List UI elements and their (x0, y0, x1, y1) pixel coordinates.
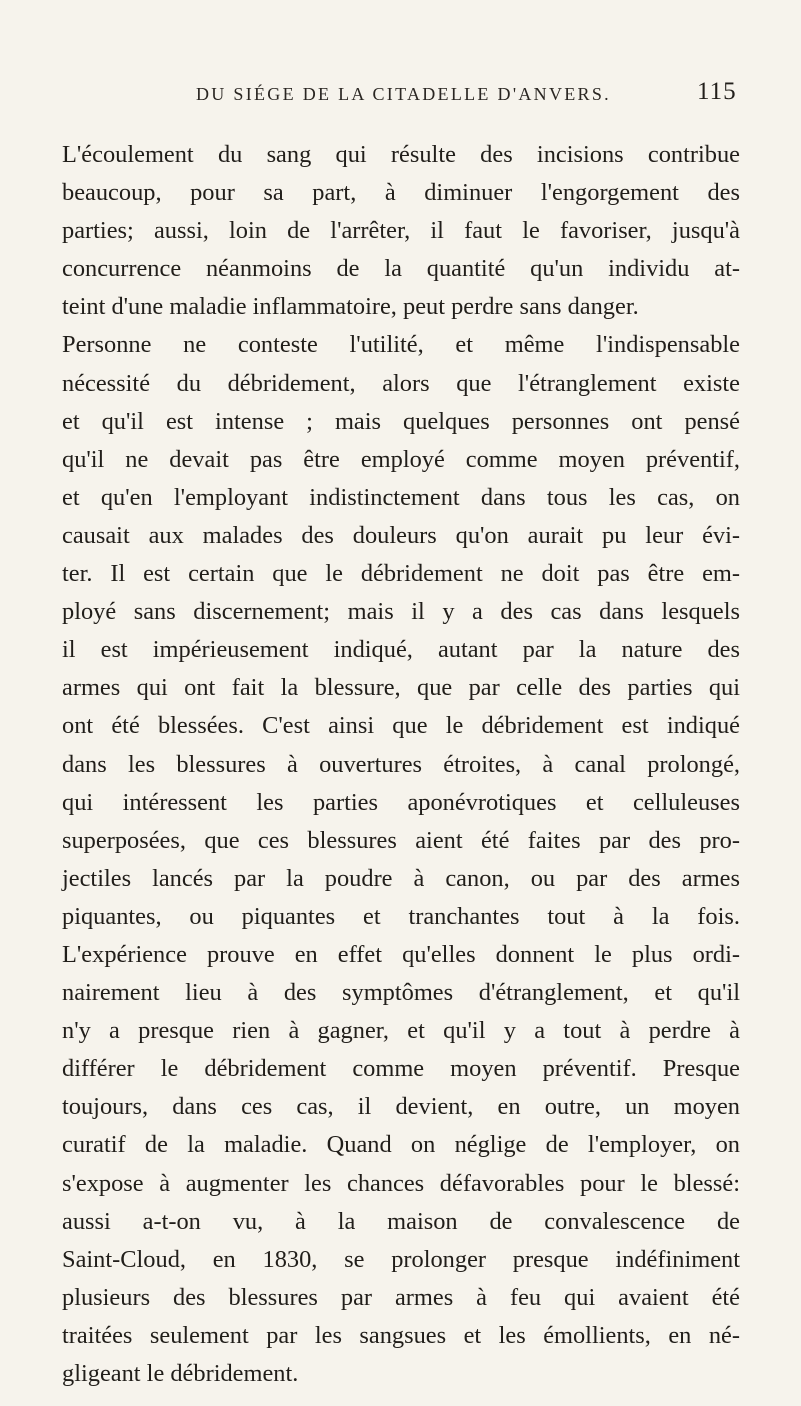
text-line: armes qui ont fait la blessure, que par celle des parties qui (62, 674, 740, 702)
text-line: qui intéressent les parties aponévrotiques et celluleuses (62, 788, 740, 816)
body-text (62, 136, 740, 1393)
text-line: différer le débridement comme moyen préventif. Presque (62, 1055, 740, 1083)
text-line: concurrence néanmoins de la quantité qu'un individu at- (62, 255, 740, 283)
text-line: plusieurs des blessures par armes à feu qui avaient été (62, 1283, 740, 1311)
text-line: L'expérience prouve en effet qu'elles donnent le plus ordi- (62, 940, 740, 968)
text-line: piquantes, ou piquantes et tranchantes tout à la fois. (62, 902, 740, 930)
text-line: parties; aussi, loin de l'arrêter, il faut le favoriser, jusqu'à (62, 217, 740, 245)
page-number: 115 (697, 78, 737, 105)
text-line: ter. Il est certain que le débridement ne doit pas être em- (62, 560, 740, 588)
text-line: teint d'une maladie inflammatoire, peut perdre sans danger. (62, 293, 639, 321)
text-line: Personne ne conteste l'utilité, et même l'indispensable (62, 331, 740, 359)
text-line: s'expose à augmenter les chances défavorables pour le blessé: (62, 1169, 740, 1197)
text-line: n'y a presque rien à gagner, et qu'il y a tout à perdre à (62, 1017, 740, 1045)
text-line: qu'il ne devait pas être employé comme moyen préventif, (62, 445, 740, 473)
text-line: L'écoulement du sang qui résulte des incisions contribue (62, 141, 740, 168)
text-line: causait aux malades des douleurs qu'on aurait pu leur évi- (62, 521, 740, 549)
text-line: aussi a-t-on vu, à la maison de convalescence de (62, 1207, 740, 1235)
text-line: Saint-Cloud, en 1830, se prolonger presque indéfiniment (62, 1245, 740, 1273)
text-line: traitées seulement par les sangsues et les émollients, en né- (62, 1321, 740, 1349)
text-line: ployé sans discernement; mais il y a des cas dans lesquels (62, 598, 740, 626)
text-line: dans les blessures à ouvertures étroites, à canal prolongé, (62, 750, 740, 778)
text-line: toujours, dans ces cas, il devient, en outre, un moyen (62, 1093, 740, 1121)
text-line: il est impérieusement indiqué, autant par la nature des (62, 636, 740, 664)
text-line: jectiles lancés par la poudre à canon, ou par des armes (62, 864, 740, 892)
text-line: gligeant le débridement. (62, 1360, 299, 1387)
text-line: nécessité du débridement, alors que l'étranglement existe (62, 369, 740, 397)
text-line: et qu'en l'employant indistinctement dans tous les cas, on (62, 483, 740, 511)
text-line: beaucoup, pour sa part, à diminuer l'engorgement des (62, 179, 740, 207)
running-title: DU SIÉGE DE LA CITADELLE D'ANVERS. (196, 84, 611, 104)
text-line: curatif de la maladie. Quand on néglige de l'employer, on (62, 1131, 740, 1159)
running-head (0, 78, 801, 118)
text-line: et qu'il est intense ; mais quelques personnes ont pensé (62, 407, 740, 435)
text-line: superposées, que ces blessures aient été faites par des pro- (62, 826, 740, 854)
text-line: nairement lieu à des symptômes d'étranglement, et qu'il (62, 979, 740, 1007)
text-line: ont été blessées. C'est ainsi que le débridement est indiqué (62, 712, 740, 740)
